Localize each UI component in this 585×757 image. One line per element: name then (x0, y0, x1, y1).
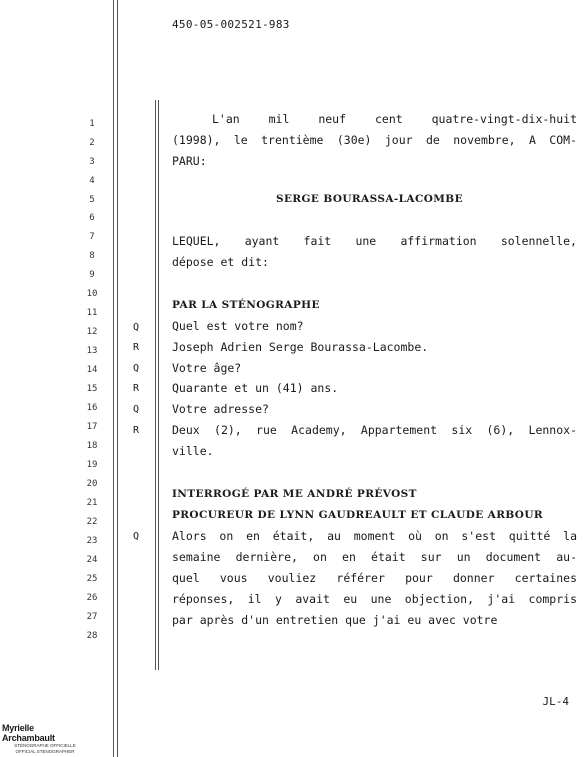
stenographer-title-en: OFFICIAL STENOGRAPHER (15, 749, 75, 754)
transcript-line: par après d'un entretien que j'ai eu avec votre (172, 613, 498, 627)
line-number: 23 (86, 536, 98, 546)
transcript-line: Quarante et un (41) ans. (172, 381, 339, 395)
transcript-line: quel vous vouliez référer pour donner certaines (172, 571, 577, 585)
line-number: 18 (86, 441, 98, 451)
line-number: 27 (86, 612, 98, 622)
stenographer-name: Myrielle Archambault (2, 723, 55, 743)
line-number: 26 (86, 593, 98, 603)
question-marker: Q (132, 363, 140, 374)
transcript-line: PARU: (172, 154, 207, 168)
line-number: 28 (86, 631, 98, 641)
line-number: 8 (89, 251, 95, 261)
transcript-line: Quel est votre nom? (172, 319, 304, 333)
transcript-line: L'an mil neuf cent quatre-vingt-dix-huit (212, 112, 577, 126)
line-number: 4 (89, 176, 95, 186)
line-number: 2 (89, 138, 95, 148)
line-number: 14 (86, 365, 98, 375)
margin-rule-inner-1 (155, 100, 156, 670)
transcript-line: Votre âge? (172, 361, 242, 375)
transcript-line: LEQUEL, ayant fait une affirmation solennelle, (172, 234, 577, 248)
section-heading: INTERROGÉ PAR ME ANDRÉ PRÉVOST (172, 488, 417, 500)
line-number: 21 (86, 498, 98, 508)
line-number: 11 (86, 308, 98, 318)
section-heading: PROCUREUR DE LYNN GAUDREAULT ET CLAUDE ARBOUR (172, 509, 544, 521)
answer-marker: R (132, 425, 140, 436)
line-number: 7 (89, 232, 95, 242)
document-number: 450-05-002521-983 (172, 18, 290, 31)
line-number: 9 (89, 270, 95, 280)
line-number: 6 (89, 213, 95, 223)
question-marker: Q (132, 404, 140, 415)
transcript-line: (1998), le trentième (30e) jour de novembre, A COM- (172, 133, 577, 147)
line-number: 12 (86, 327, 98, 337)
page-number: JL-4 (542, 695, 569, 708)
transcript-line: ville. (172, 444, 214, 458)
line-number: 5 (89, 195, 95, 205)
transcript-line: Joseph Adrien Serge Bourassa-Lacombe. (172, 340, 429, 354)
question-marker: Q (132, 531, 140, 542)
transcript-line: réponses, il y avait eu une objection, j'ai compris (172, 592, 577, 606)
line-number: 25 (86, 574, 98, 584)
margin-rule-outer-1 (113, 0, 114, 757)
question-marker: Q (132, 322, 140, 333)
section-heading: PAR LA STÉNOGRAPHE (172, 299, 320, 311)
line-number: 15 (86, 384, 98, 394)
transcript-line: semaine dernière, on en était sur un document au- (172, 550, 577, 564)
line-number: 19 (86, 460, 98, 470)
stenographer-title-fr: STÉNOGRAPHE OFFICIELLE (14, 743, 76, 748)
line-number: 17 (86, 422, 98, 432)
line-number: 16 (86, 403, 98, 413)
line-number: 13 (86, 346, 98, 356)
transcript-line: Deux (2), rue Academy, Appartement six (6), Lennox- (172, 423, 577, 437)
witness-name-heading: SERGE BOURASSA-LACOMBE (276, 193, 463, 205)
line-number: 20 (86, 479, 98, 489)
stenographer-stamp (2, 723, 88, 755)
margin-rule-outer-2 (117, 0, 118, 757)
margin-rule-inner-2 (158, 100, 159, 670)
answer-marker: R (132, 342, 140, 353)
transcript-line: Votre adresse? (172, 402, 269, 416)
transcript-line: dépose et dit: (172, 255, 269, 269)
transcript-line: Alors on en était, au moment où on s'est quitté la (172, 529, 577, 543)
line-number: 24 (86, 555, 98, 565)
line-number: 22 (86, 517, 98, 527)
answer-marker: R (132, 383, 140, 394)
line-number: 10 (86, 289, 98, 299)
line-number: 1 (89, 119, 95, 129)
line-number: 3 (89, 157, 95, 167)
